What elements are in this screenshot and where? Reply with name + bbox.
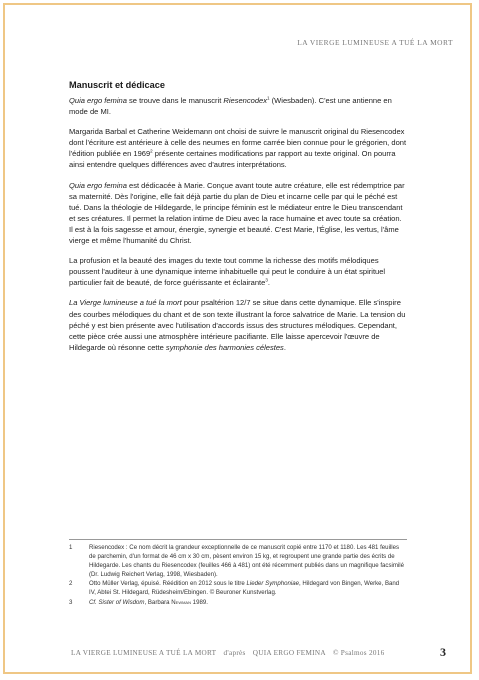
footnote-ref-3[interactable]: 3	[265, 277, 268, 283]
book-title: Cf. Sister of Wisdom	[89, 598, 145, 606]
footer-connector: d'après	[223, 649, 246, 657]
footnote-text	[89, 579, 407, 597]
footnote-ref-1[interactable]: 1	[267, 95, 270, 101]
text: Otto Müller Verlag, épuisé. Réédition en 2012 sous le titre	[89, 580, 247, 588]
footer-copyright: © Psalmos 2016	[332, 649, 385, 657]
text: 1989.	[190, 598, 208, 606]
page-footer	[71, 649, 390, 657]
paragraph-4	[69, 255, 407, 288]
page-number: 3	[440, 645, 446, 659]
main-content	[69, 80, 407, 362]
work-title: Quia ergo femina	[69, 180, 127, 190]
paragraph-5	[69, 297, 407, 352]
footnote-number: 1	[69, 544, 73, 551]
text: .	[267, 278, 270, 288]
section-title: Manuscrit et dédicace	[69, 80, 165, 90]
text: .	[283, 342, 286, 352]
book-title: Lieder Symphoniae	[246, 580, 300, 588]
footnote-1	[69, 543, 407, 579]
paragraph-1	[69, 95, 407, 117]
text: pour psaltérion 12/7 se situe dans cette dynamique. Elle s'inspire des courbes mélodiques du chant et de son texte illustrant la force salvatrice de Marie. La tension du péché y est bien présente avec l'utilisation d'accords issus des structures mélodiques. Cependant, cette pièce crée aussi une atmosphère intérieure pacifiante. Elle laisse apercevoir l'œuvre de Hildegarde où résonne cette	[69, 298, 406, 352]
quoted-phrase: symphonie des harmonies célestes	[165, 342, 284, 352]
author-name: Newman	[171, 598, 191, 606]
work-title: Quia ergo femina	[69, 96, 127, 105]
work-title: La Vierge lumineuse a tué la mort	[69, 298, 182, 308]
text: , Barbara	[144, 598, 172, 606]
footnote-3	[69, 598, 407, 607]
text: se trouve dans le manuscrit	[126, 96, 224, 105]
footnote-text	[89, 598, 208, 607]
text: Margarida Barbal et Catherine Weidemann ont choisi de suivre le manuscrit original du Riesencodex dont l'écriture est antérieure à celle des neumes en forme carrée bien connue pour le grégorien, dont l'édition publiée en 1969	[69, 127, 407, 159]
text: La profusion et la beauté des images du texte tout comme la richesse des motifs mélodiques poussent l'auditeur à une dynamique interne inhabituelle qui peut le conduire à un état spirituel particulier fait de beauté, de force guérissante et éclairante	[69, 256, 386, 288]
footer-source-title: QUIA ERGO FEMINA	[252, 649, 326, 657]
text: (Wiesbaden). C'est une antienne en mode de MI.	[69, 96, 392, 117]
paragraph-3	[69, 180, 407, 247]
text: , Hildegard von Bingen, Werke, Band IV, Abtei St. Hildegard, Rüdesheim/Ebingen. © Beuroner Kunstverlag.	[89, 580, 400, 597]
running-header: LA VIERGE LUMINEUSE A TUÉ LA MORT	[297, 38, 453, 47]
footnote-text: Riesencodex : Ce nom décrit la grandeur exceptionnelle de ce manuscrit copié entre 1170 et 1180. Les 481 feuilles de parchemin, d'un format de 46 cm x 30 cm, pèsent environ 15 kg, et regroupent une grande partie des écrits de Hildegarde. Les chants du Riesencodex (feuilles 466 à 481) ont été récemment publiés dans un magnifique facsimilé (Dr. Ludwig Reichert Verlag, 1998, Wiesbaden).	[89, 544, 405, 579]
footnote-ref-2[interactable]: 2	[150, 148, 153, 154]
manuscript-name: Riesencodex	[223, 96, 268, 105]
footnotes	[69, 539, 407, 607]
footnote-number: 2	[69, 580, 73, 588]
footnote-2	[69, 579, 407, 597]
footnote-number: 3	[69, 598, 73, 606]
footer-title: LA VIERGE LUMINEUSE A TUÉ LA MORT	[71, 649, 217, 657]
paragraph-2	[69, 126, 407, 170]
text: présente certaines modifications par rapport au texte original. On pourra ainsi entendre quelques différences avec d'autres interprétations.	[69, 149, 396, 170]
text: est dédicacée à Marie. Conçue avant toute autre créature, elle est rédemptrice par sa maternité. Dès l'origine, elle fait déjà partie du plan de Dieu et incarne celle par qui le péché est tué. Dans la théologie de Hildegarde, le principe féminin est le médiateur entre le Dieu transcendant et ses créatures. Il permet la relation intime de Dieu avec la race humaine et avec toute sa création. Il est à la fois sagesse et amour, énergie, synergie et beauté. C'est Marie, l'Église, les vertus, l'âme vierge et même l'humanité du Christ.	[69, 180, 405, 246]
